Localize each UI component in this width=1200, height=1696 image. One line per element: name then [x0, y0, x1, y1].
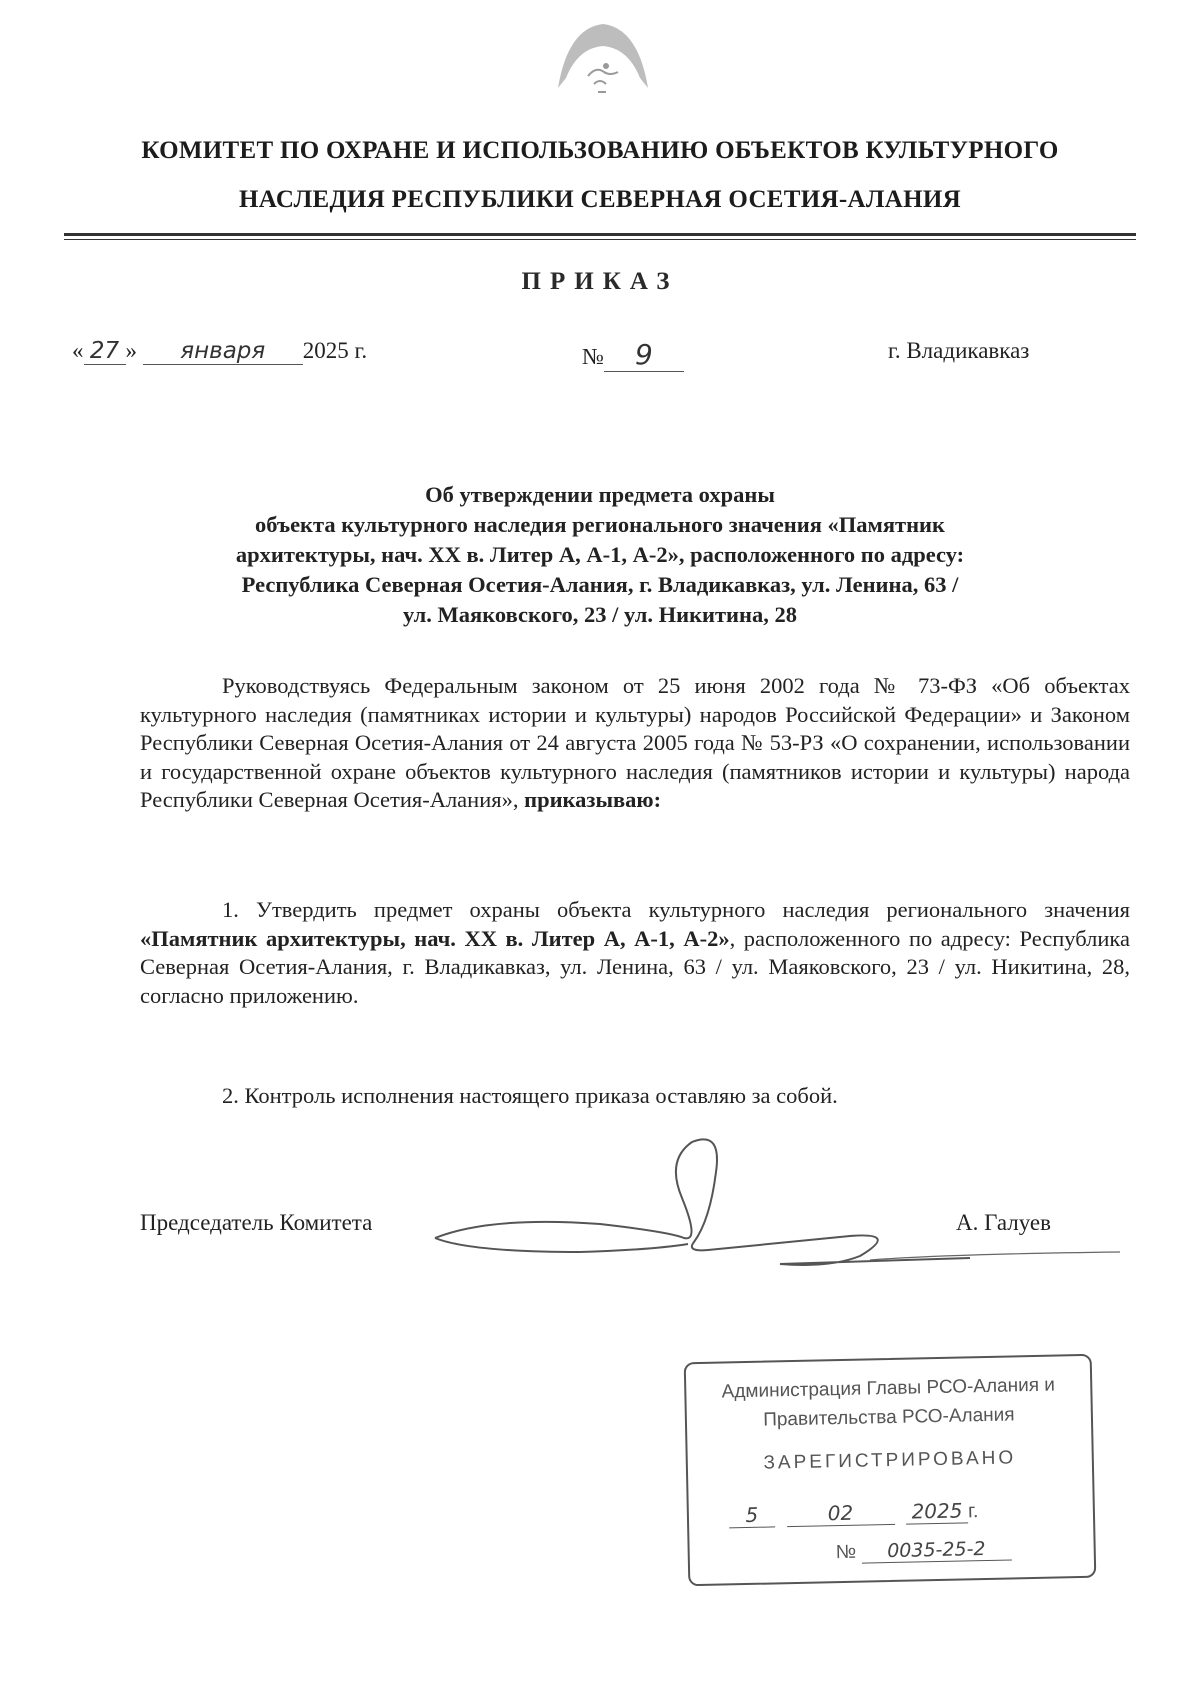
- stamp-line1: Администрация Главы РСО-Алания и: [721, 1374, 1056, 1403]
- order-date: « 27 » января 2025 г.: [72, 338, 368, 364]
- signer-position: Председатель Комитета: [140, 1210, 373, 1235]
- header-divider-thick: [64, 233, 1136, 236]
- stamp-date: 5 02 2025 г.: [729, 1498, 979, 1528]
- date-year: 2025 г.: [302, 338, 368, 363]
- order-item-1: 1. Утвердить предмет охраны объекта культурного наследия регионального значения «Памятник архитектуры, нач. XX в. Литер А, А-1, А-2», расположенного по адресу: Республика Северная Осетия-Алания, г. Владикавказ, ул. Ленина, 63 / ул. Маяковского, 23 / ул. Никитина, 28, согласно приложению.: [140, 897, 1130, 1008]
- order-number-value: 9: [604, 338, 684, 372]
- order-item-2: 2. Контроль исполнения настоящего приказа оставляю за собой.: [222, 1083, 838, 1108]
- order-number: № 9: [582, 338, 684, 372]
- document-title: ПРИКАЗ: [521, 268, 679, 295]
- signer-name: А. Галуев: [956, 1210, 1051, 1235]
- organization-name-line1: КОМИТЕТ ПО ОХРАНЕ И ИСПОЛЬЗОВАНИЮ ОБЪЕКТОВ КУЛЬТУРНОГО: [141, 137, 1059, 164]
- stamp-reg-number: № 0035-25-2: [835, 1537, 1011, 1564]
- date-month: января: [143, 338, 303, 365]
- registration-stamp: [684, 1354, 1097, 1586]
- organization-name-line2: НАСЛЕДИЯ РЕСПУБЛИКИ СЕВЕРНАЯ ОСЕТИЯ-АЛАНИЯ: [239, 186, 961, 213]
- preamble-paragraph: Руководствуясь Федеральным законом от 25 июня 2002 года № 73-ФЗ «Об объектах культурного наследия (памятниках истории и культуры) народов Российской Федерации» и Законом Республики Северная Осетия-Алания от 24 августа 2005 года № 53-РЗ «О сохранении, использовании и государственной охране объектов культурного наследия (памятников истории и культуры) народа Республики Северная Осетия-Алания», приказываю:: [140, 673, 1130, 812]
- header-divider-thin: [64, 239, 1136, 240]
- order-city: г. Владикавказ: [888, 338, 1030, 363]
- stamp-line2: Правительства РСО-Алания: [762, 1404, 1015, 1431]
- emblem-icon: [548, 18, 658, 110]
- date-day: 27: [84, 338, 126, 365]
- stamp-status: ЗАРЕГИСТРИРОВАНО: [763, 1447, 1017, 1474]
- order-subject: Об утверждении предмета охраны объекта культурного наследия регионального значения «Памятник архитектуры, нач. XX в. Литер А, А-1, А-2», расположенного по адресу: Республика Северная Осетия-Алания, г. Владикавказ, ул. Ленина, 63 / ул. Маяковского, 23 / ул. Никитина, 28: [235, 482, 965, 627]
